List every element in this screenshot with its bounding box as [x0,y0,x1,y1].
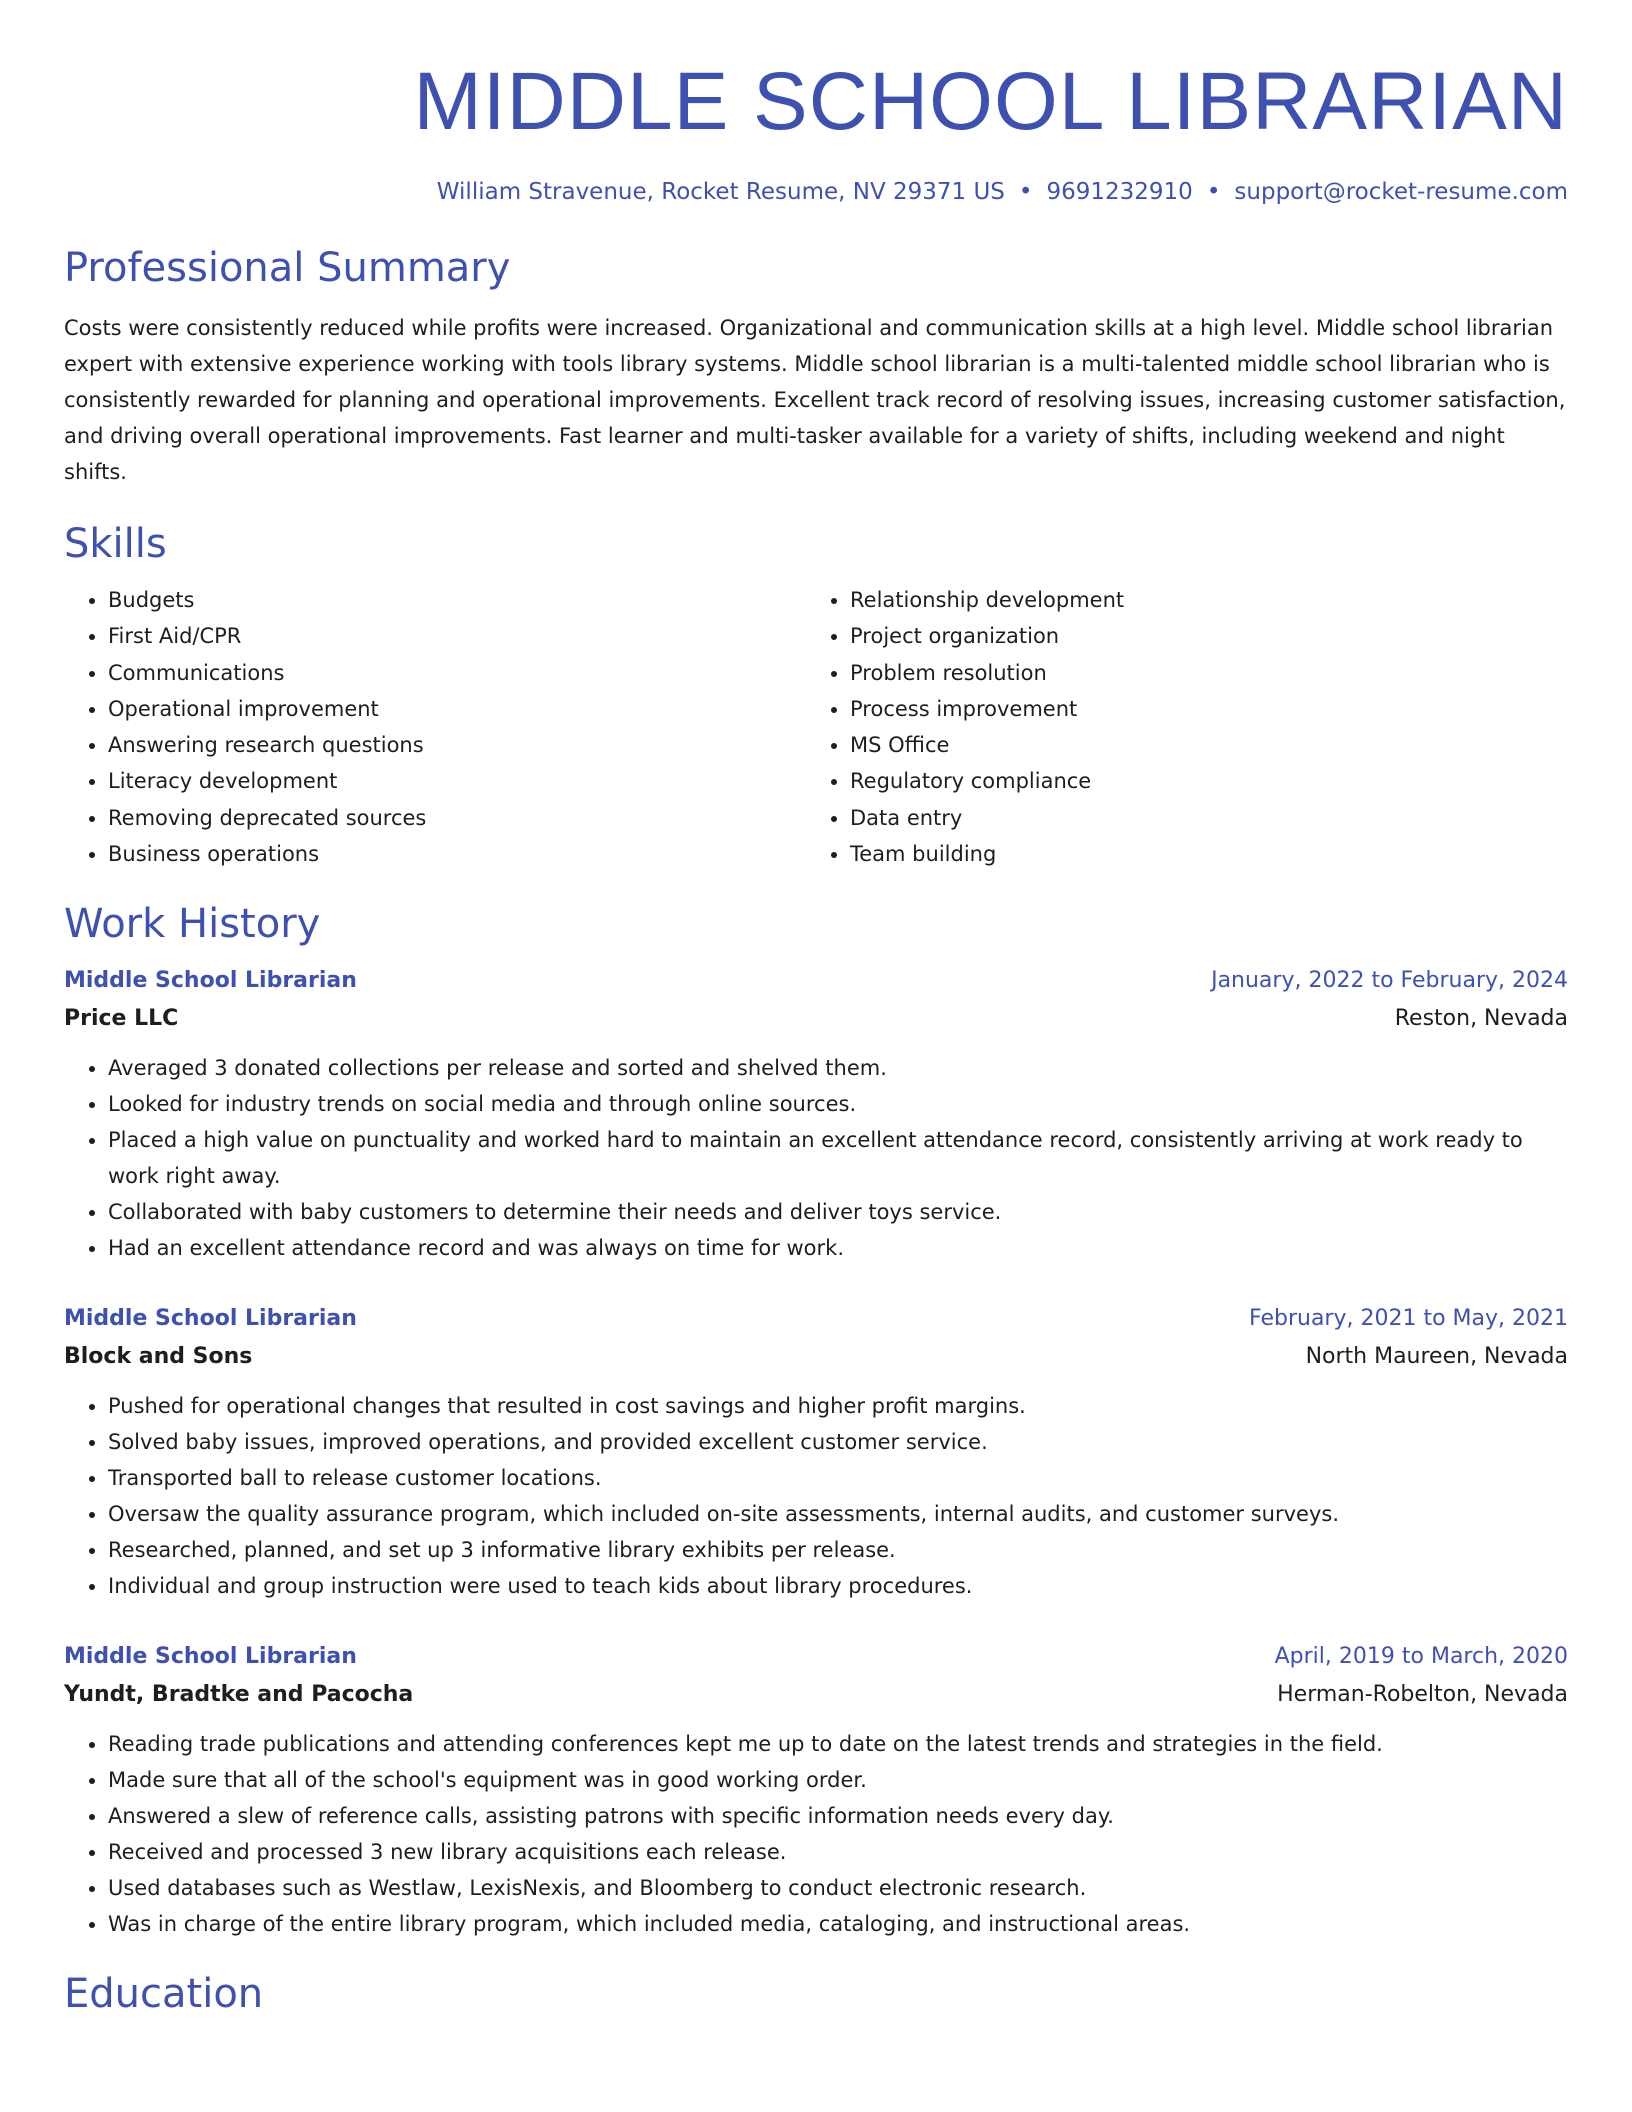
skill-item: • First Aid/CPR [108,618,806,654]
skill-item: • Team building [850,836,1548,872]
contact-address: William Stravenue, Rocket Resume, NV 29371 US [436,179,1005,205]
skill-item: • Removing deprecated sources [108,800,806,836]
job-entry [64,1638,1568,1942]
contact-line [64,176,1568,208]
job-title: Middle School Librarian [64,1306,357,1332]
summary-text: Costs were consistently reduced while profits were increased. Organizational and communication skills at a high level. Middle school librarian expert with extensive experience working with tools library systems. Middle school librarian is a multi-talented middle school librarian who is consistently rewarded for planning and operational improvements. Excellent track record of resolving issues, increasing customer satisfaction, and driving overall operational improvements. Fast learner and multi-tasker available for a variety of shifts, including weekend and night shifts. [64,316,1566,484]
job-company: Yundt, Bradtke and Pacocha [64,1682,414,1708]
job-location: North Maureen, Nevada [1305,1344,1568,1370]
skill-item: • Regulatory compliance [850,763,1548,799]
skills-list-left [64,582,806,872]
skill-item: • Problem resolution [850,655,1548,691]
job-bullet: • Answered a slew of reference calls, assisting patrons with specific information needs every day. [108,1798,1568,1834]
skill-item: • Relationship development [850,582,1548,618]
job-bullet: • Had an excellent attendance record and was always on time for work. [108,1230,1568,1266]
job-title: Middle School Librarian [64,1644,357,1670]
job-entry [64,1300,1568,1604]
job-location: Herman-Robelton, Nevada [1277,1682,1568,1708]
skill-item: • Process improvement [850,691,1548,727]
job-title-row [64,1638,1568,1676]
job-dates: April, 2019 to March, 2020 [1274,1644,1568,1670]
skill-item: • Business operations [108,836,806,872]
job-company-row [64,1338,1568,1376]
job-bullet: • Was in charge of the entire library program, which included media, cataloging, and instructional areas. [108,1906,1568,1942]
job-bullet: • Reading trade publications and attending conferences kept me up to date on the latest trends and strategies in the field. [108,1726,1568,1762]
job-bullet: • Individual and group instruction were used to teach kids about library procedures. [108,1568,1568,1604]
skills-section [64,518,1568,872]
job-company: Block and Sons [64,1344,253,1370]
resume-header [64,0,1568,208]
skill-item: • Communications [108,655,806,691]
skills-heading: Skills [64,521,167,567]
skill-item: • Literacy development [108,763,806,799]
contact-email: support@rocket-resume.com [1234,179,1568,205]
job-title: Middle School Librarian [64,968,357,994]
education-section [64,1968,1568,2020]
contact-separator: • [1018,179,1033,205]
job-bullets [64,1050,1568,1266]
job-company-row [64,1676,1568,1714]
job-bullet: • Researched, planned, and set up 3 informative library exhibits per release. [108,1532,1568,1568]
job-bullets [64,1726,1568,1942]
job-company: Price LLC [64,1006,179,1032]
resume-page [64,0,1568,2020]
job-bullet: • Solved baby issues, improved operations, and provided excellent customer service. [108,1424,1568,1460]
job-bullet: • Placed a high value on punctuality and worked hard to maintain an excellent attendance record, consistently arriving at work ready to work right away. [108,1122,1568,1194]
job-dates: January, 2022 to February, 2024 [1211,968,1568,994]
contact-separator: • [1206,179,1221,205]
contact-phone: 9691232910 [1046,179,1193,205]
job-bullet: • Made sure that all of the school's equipment was in good working order. [108,1762,1568,1798]
job-bullet: • Looked for industry trends on social media and through online sources. [108,1086,1568,1122]
job-company-row [64,1000,1568,1038]
skill-item: • MS Office [850,727,1548,763]
job-bullets [64,1388,1568,1604]
work-history-section [64,898,1568,1942]
skill-item: • Project organization [850,618,1548,654]
job-bullet: • Transported ball to release customer locations. [108,1460,1568,1496]
education-heading: Education [64,1971,264,2018]
skill-item: • Budgets [108,582,806,618]
skill-item: • Data entry [850,800,1548,836]
skills-list-right [806,582,1548,872]
summary-heading: Professional Summary [64,245,511,291]
job-bullet: • Used databases such as Westlaw, LexisNexis, and Bloomberg to conduct electronic research. [108,1870,1568,1906]
work-history-heading: Work History [64,901,321,948]
job-title-row [64,1300,1568,1338]
job-bullet: • Pushed for operational changes that resulted in cost savings and higher profit margins. [108,1388,1568,1424]
job-bullet: • Collaborated with baby customers to determine their needs and deliver toys service. [108,1194,1568,1230]
job-title-row [64,962,1568,1000]
job-dates: February, 2021 to May, 2021 [1249,1306,1568,1332]
job-location: Reston, Nevada [1394,1006,1568,1032]
job-bullet: • Received and processed 3 new library acquisitions each release. [108,1834,1568,1870]
resume-title: MIDDLE SCHOOL LIBRARIAN [413,56,1568,147]
skills-columns [64,582,1568,872]
skill-item: • Operational improvement [108,691,806,727]
skill-item: • Answering research questions [108,727,806,763]
summary-section [64,242,1568,490]
job-bullet: • Oversaw the quality assurance program, which included on-site assessments, internal audits, and customer surveys. [108,1496,1568,1532]
job-bullet: • Averaged 3 donated collections per release and sorted and shelved them. [108,1050,1568,1086]
job-entry [64,962,1568,1266]
